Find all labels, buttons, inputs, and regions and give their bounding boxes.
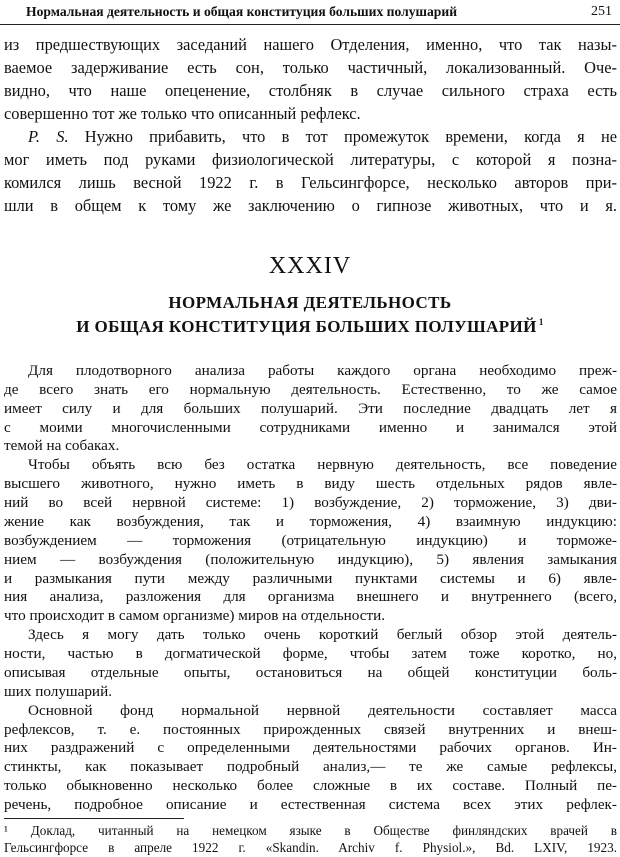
text-line: ваемое задерживание есть сон, только частичный, локализованный. Оче- — [4, 58, 617, 77]
ps-label: P. S. — [28, 127, 69, 146]
text-line: ности, частью в догматической форме, чтобы затем тоже коротко, но, — [4, 645, 617, 662]
text-line: Чтобы объять всю без остатка нервную деятельность, все поведение — [28, 456, 617, 473]
text-line: Здесь я могу дать только очень короткий беглый обзор этой деятель- — [28, 626, 617, 643]
running-header — [0, 0, 620, 25]
text-line: из предшествующих заседаний нашего Отделения, именно, что так назы- — [4, 35, 617, 54]
text-line: и размыкания пути между различными пунктами системы и 6) явле- — [4, 570, 617, 587]
text-line: ний во всей нервной системе: 1) возбуждение, 2) торможение, 3) дви- — [4, 494, 617, 511]
text-line: мог иметь под руками физиологической литературы, с которой я позна- — [4, 150, 617, 169]
page-number: 251 — [591, 4, 612, 19]
footnote-line: ¹ Доклад, читанный на немецком языке в Обществе финляндских врачей в — [4, 823, 617, 838]
text-line: жение как возбуждения, так и торможения, 4) взаимную индукцию: — [4, 513, 617, 530]
footnote-marker: 1 — [538, 317, 544, 328]
chapter-number: XXXIV — [268, 253, 352, 279]
footnote-rule — [4, 818, 184, 819]
chapter-title-line-2 — [0, 317, 620, 337]
ps-text: Нужно прибавить, что в тот промежуток времени, когда я не — [84, 127, 617, 146]
text-line: высшего животного, нужно иметь в виду шесть отдельных рядов явле- — [4, 475, 617, 492]
text-line: речень, подробное описание и естественная система всех этих рефлек- — [4, 796, 617, 813]
text-line: них раздражений с определенными деятельностями рабочих органов. Ин- — [4, 739, 617, 756]
text-line: Основной фонд нормальной нервной деятельности составляет масса — [28, 702, 617, 719]
text-line: ния анализа, разложения для организма внешнего и внутреннего (всего, — [4, 588, 617, 605]
text-line: описывая отдельные опыты, остановиться на общей конституции боль- — [4, 664, 617, 681]
text-line: ших полушарий. — [4, 683, 112, 700]
text-line: стинкты, как показывает подробный анализ,— те же самые рефлексы, — [4, 758, 617, 775]
text-line: шли в общем к тому же заключению о гипнозе животных, что и я. — [4, 196, 617, 215]
text-line: темой на собаках. — [4, 437, 120, 454]
text-line: рефлексов, т. е. постоянных прирожденных связей внутренних и внеш- — [4, 721, 617, 738]
chapter-title-text: И ОБЩАЯ КОНСТИТУЦИЯ БОЛЬШИХ ПОЛУШАРИЙ — [76, 317, 537, 336]
text-line: де всего знать его нормальную деятельность. Естественно, то же самое — [4, 381, 617, 398]
footnote-line: Гельсингфорсе в апреле 1922 г. «Skandin. Archiv f. Physiol.», Bd. LXIV, 1923. — [4, 840, 617, 855]
text-line: с моими многочисленными сотрудниками именно и занимался этой — [4, 419, 617, 436]
ps-line — [28, 126, 617, 148]
text-line: что происходит в самом организме) миров на отдельности. — [4, 607, 386, 624]
text-line: имеет силу и для больших полушарий. Эти последние двадцать лет я — [4, 400, 617, 417]
text-line: Для плодотворного анализа работы каждого органа необходимо преж- — [28, 362, 617, 379]
text-line: видно, что наше опеценение, столбняк в случае сильного страха есть — [4, 81, 617, 100]
text-line: комился лишь весной 1922 г. в Гельсингфорсе, несколько авторов при- — [4, 173, 617, 192]
chapter-title-line-1: НОРМАЛЬНАЯ ДЕЯТЕЛЬНОСТЬ — [168, 293, 452, 312]
running-title: Нормальная деятельность и общая конституция больших полушарий — [26, 4, 458, 19]
text-line: нием — возбуждения (положительную индукцию), 5) явления замыкания — [4, 551, 617, 568]
text-line: совершенно тот же только что описанный рефлекс. — [4, 104, 361, 123]
text-line: только обыкновенно несколько более сложные в их составе. Полный пе- — [4, 777, 617, 794]
text-line: возбуждением — торможения (отрицательную индукцию) и торможе- — [4, 532, 617, 549]
